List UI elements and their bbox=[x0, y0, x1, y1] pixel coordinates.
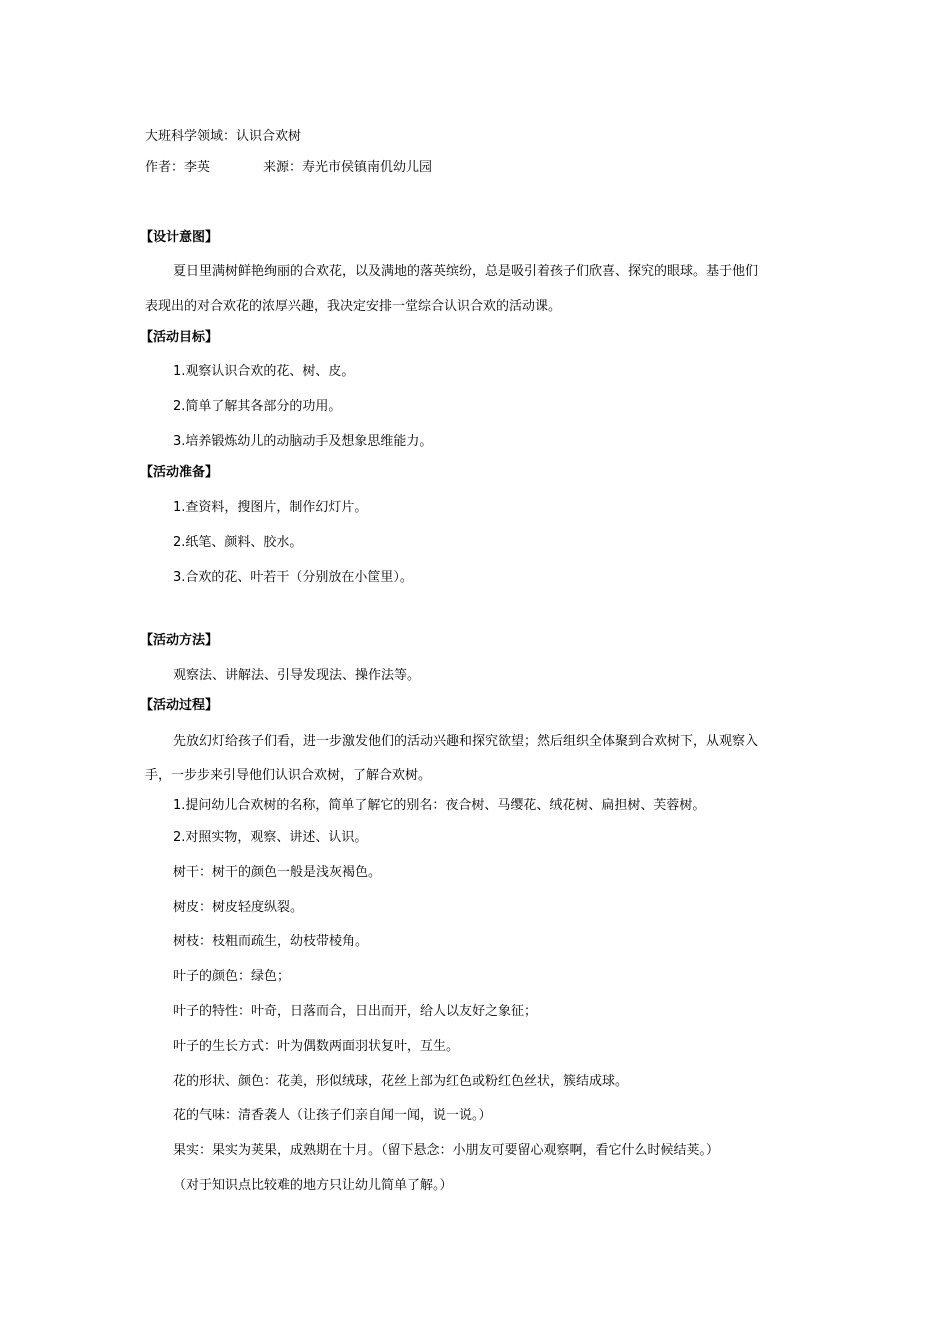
heading-activity-goals: 【活动目标】 bbox=[140, 330, 219, 345]
list-item: 叶子的生长方式：叶为偶数两面羽状复叶，互生。 bbox=[173, 1039, 460, 1054]
list-item: 叶子的颜色：绿色； bbox=[173, 969, 291, 984]
list-item: 3.合欢的花、叶若干（分别放在小筐里）。 bbox=[173, 570, 413, 585]
heading-activity-process: 【活动过程】 bbox=[140, 698, 219, 713]
paragraph-line: 手，一步步来引导他们认识合欢树，了解合欢树。 bbox=[145, 768, 432, 783]
list-item: 1.查资料，搜图片，制作幻灯片。 bbox=[173, 500, 368, 515]
list-item: 树干：树干的颜色一般是浅灰褐色。 bbox=[173, 865, 382, 880]
document-title: 大班科学领域：认识合欢树 bbox=[145, 129, 302, 144]
source: 来源：寿光市侯镇南仉幼儿园 bbox=[263, 160, 433, 175]
list-item: 2.对照实物，观察、讲述、认识。 bbox=[173, 830, 368, 845]
list-item: 1.提问幼儿合欢树的名称，简单了解它的别名：夜合树、马缨花、绒花树、扁担树、芙蓉树。 bbox=[173, 798, 706, 813]
heading-activity-method: 【活动方法】 bbox=[140, 633, 219, 648]
list-item: 花的气味：清香袭人（让孩子们亲自闻一闻，说一说。） bbox=[173, 1108, 492, 1123]
author: 作者：李英 bbox=[145, 160, 211, 175]
list-item: 1.观察认识合欢的花、树、皮。 bbox=[173, 364, 355, 379]
paragraph-line: 夏日里满树鲜艳绚丽的合欢花，以及满地的落英缤纷，总是吸引着孩子们欣喜、探究的眼球。基于他们 bbox=[173, 264, 759, 279]
list-item: 树皮：树皮轻度纵裂。 bbox=[173, 900, 304, 915]
list-item: 花的形状、颜色：花美，形似绒球，花丝上部为红色或粉红色丝状，簇结成球。 bbox=[173, 1074, 629, 1089]
paragraph-line: 先放幻灯给孩子们看，进一步激发他们的活动兴趣和探究欲望；然后组织全体聚到合欢树下，从观察入 bbox=[173, 734, 759, 749]
list-item: 3.培养锻炼幼儿的动脑动手及想象思维能力。 bbox=[173, 434, 433, 449]
paragraph-line: 表现出的对合欢花的浓厚兴趣，我决定安排一堂综合认识合欢的活动课。 bbox=[145, 299, 562, 314]
list-item: 果实：果实为荚果，成熟期在十月。（留下悬念：小朋友可要留心观察啊，看它什么时候结荚。） bbox=[173, 1143, 720, 1158]
heading-activity-prep: 【活动准备】 bbox=[140, 465, 219, 480]
list-item: 树枝：枝粗而疏生，幼枝带棱角。 bbox=[173, 934, 369, 949]
list-item: 2.纸笔、颜料、胶水。 bbox=[173, 535, 303, 550]
list-item: 2.简单了解其各部分的功用。 bbox=[173, 399, 342, 414]
list-item: 叶子的特性：叶奇，日落而合，日出而开，给人以友好之象征； bbox=[173, 1004, 538, 1019]
paragraph-line: 观察法、讲解法、引导发现法、操作法等。 bbox=[173, 668, 421, 683]
heading-design-intent: 【设计意图】 bbox=[140, 230, 219, 245]
list-item: （对于知识点比较难的地方只让幼儿简单了解。） bbox=[173, 1178, 453, 1193]
